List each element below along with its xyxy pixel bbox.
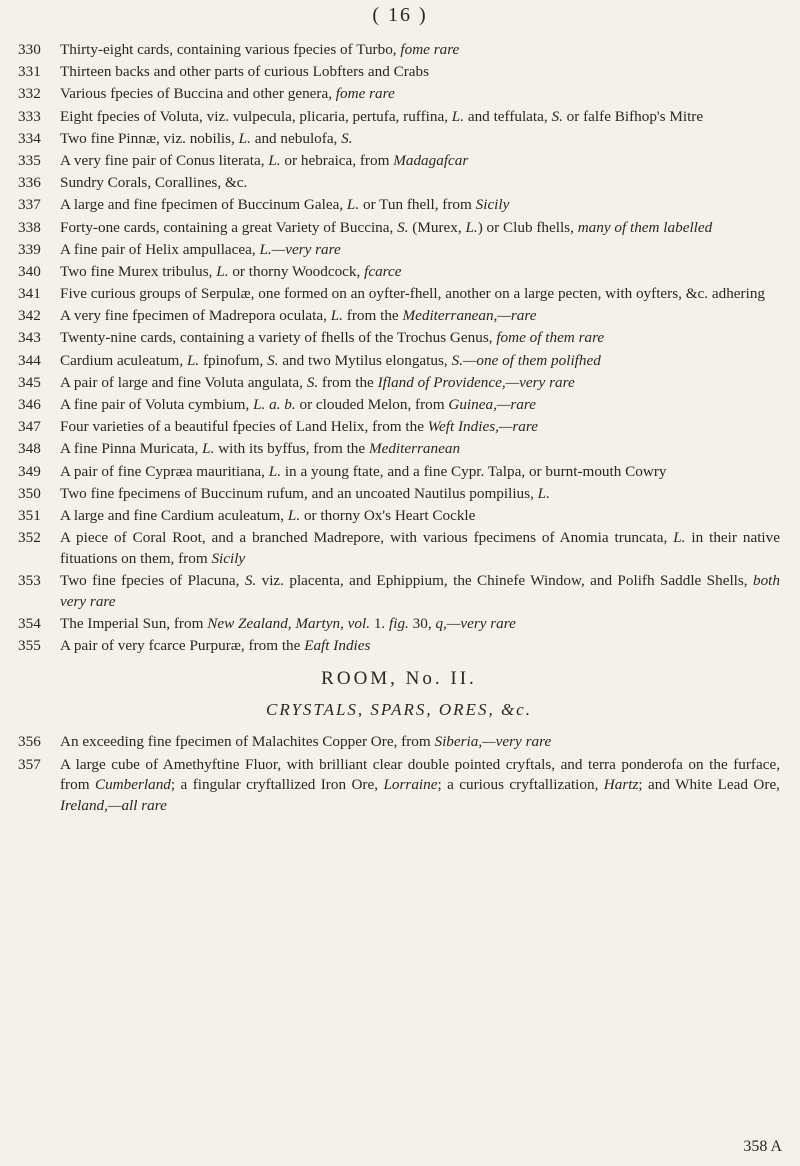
lot-number: 343 <box>18 329 41 347</box>
italic-segment: L. <box>268 151 281 169</box>
lot-number: 346 <box>18 396 41 413</box>
text-segment: A piece of Coral Root, and a branched Madrepore, with various fpecimens of Anomia truncata, <box>60 529 674 547</box>
lot-number: 349 <box>18 462 41 480</box>
lot-number: 350 <box>18 484 41 502</box>
lot-description <box>60 107 780 128</box>
text-segment: Sundry Corals, Corallines, &c. <box>60 174 248 192</box>
text-segment: Two fine Pinnæ, viz. nobilis, <box>60 129 239 147</box>
lot-entry <box>18 40 780 61</box>
lot-entry <box>18 373 780 394</box>
lot-number: 355 <box>18 636 41 654</box>
text-segment: Forty-one cards, containing a great Variety of Buccina, <box>60 218 398 236</box>
lot-description <box>60 328 780 349</box>
text-segment: A very fine pair of Conus literata, <box>60 151 269 169</box>
lot-description <box>60 351 780 372</box>
italic-segment: L. <box>216 262 229 280</box>
lot-number: 337 <box>18 196 41 214</box>
lot-description <box>60 462 780 483</box>
text-segment: viz. placenta, and Ephippium, the Chinefe Window, and Polifh Saddle Shells, <box>256 571 753 589</box>
italic-segment: L. <box>673 529 686 547</box>
italic-segment: fome rare <box>335 85 395 103</box>
text-segment: A pair of large and fine Voluta angulata, <box>60 373 307 391</box>
lot-number: 336 <box>18 174 41 192</box>
italic-segment: L. <box>330 307 343 325</box>
italic-segment: both very rare <box>60 571 780 610</box>
italic-segment: S. <box>551 107 563 125</box>
lot-number: 342 <box>18 307 41 325</box>
text-segment: fpinofum, <box>199 351 268 369</box>
lot-number: 347 <box>18 418 41 436</box>
text-segment: An exceeding fine fpecimen of Malachites Copper Ore, from <box>60 733 435 751</box>
text-segment: A fine pair of Voluta cymbium, <box>60 396 254 413</box>
lot-entry <box>18 173 780 194</box>
text-segment: Eight fpecies of Voluta, viz. vulpecula, plicaria, pertufa, ruffina, <box>60 107 452 125</box>
lot-entry <box>18 84 780 105</box>
italic-segment: Guinea,—rare <box>448 396 536 413</box>
lot-entry <box>18 107 780 128</box>
italic-segment: fig. <box>389 614 409 632</box>
text-segment: A large and fine Cardium aculeatum, <box>60 506 288 524</box>
lot-number: 335 <box>18 151 41 169</box>
lot-description <box>60 240 780 261</box>
italic-segment: L. <box>346 196 360 214</box>
text-segment: Two fine fpecimens of Buccinum rufum, and an uncoated Nautilus pompilius, <box>60 484 538 502</box>
italic-segment: L. <box>465 218 478 236</box>
text-segment: with its byffus, from the <box>214 440 369 458</box>
italic-segment: S. <box>341 129 353 147</box>
lot-number: 339 <box>18 240 41 258</box>
text-segment: and teffulata, <box>464 107 552 125</box>
lot-number: 334 <box>18 129 41 147</box>
lot-description <box>60 40 780 61</box>
italic-segment: L. <box>537 484 550 502</box>
italic-segment: L. a. b. <box>253 396 296 413</box>
lot-number: 330 <box>18 41 41 58</box>
italic-segment: Sicily <box>211 549 246 567</box>
lot-number: 331 <box>18 63 41 81</box>
text-segment: ; and White Lead Ore, <box>638 776 780 794</box>
lot-number: 340 <box>18 262 41 280</box>
lot-description <box>60 62 780 83</box>
italic-segment: fcarce <box>364 262 402 280</box>
text-segment: A very fine fpecimen of Madrepora oculata, <box>60 307 331 325</box>
lot-number: 341 <box>18 285 41 303</box>
text-segment: Various fpecies of Buccina and other genera, <box>60 85 336 103</box>
italic-segment: Ireland,—all rare <box>60 796 167 814</box>
lot-entry <box>18 395 780 416</box>
italic-segment: q,—very rare <box>435 614 516 632</box>
room-heading: ROOM, No. II. <box>321 668 477 690</box>
lot-entry <box>18 484 780 505</box>
italic-segment: L. <box>186 351 200 369</box>
italic-segment: S. <box>244 571 257 589</box>
text-segment: A large cube of Amethyftine Fluor, with brilliant clear double pointed cryftals, and terra ponderofa on the furface, from <box>60 755 780 794</box>
lot-description <box>60 506 780 527</box>
catchword: 358 A <box>743 1138 782 1155</box>
lot-entry <box>18 262 780 283</box>
italic-segment: fome of them rare <box>496 329 605 347</box>
text-segment: from the <box>318 373 378 391</box>
lot-number: 353 <box>18 571 41 589</box>
lot-number: 338 <box>18 218 41 236</box>
text-segment: or Tun fhell, from <box>359 196 476 214</box>
lot-group-room-two <box>18 732 780 816</box>
page-number: ( 16 ) <box>372 4 428 26</box>
italic-segment: many of them labelled <box>577 218 713 236</box>
italic-segment: L. <box>268 462 282 480</box>
lot-entry <box>18 240 780 261</box>
lot-entry <box>18 328 780 349</box>
text-segment: ) or Club fhells, <box>477 218 578 236</box>
text-segment: Thirty-eight cards, containing various fpecies of Turbo, <box>60 41 401 58</box>
text-segment: Five curious groups of Serpulæ, one formed on an oyfter-fhell, another on a large pecten, with oyfters, &c. adhering <box>60 285 766 303</box>
lot-description <box>60 614 780 635</box>
text-segment: from the <box>342 307 403 325</box>
lot-description <box>60 755 780 817</box>
text-segment: 1. <box>370 614 390 632</box>
lot-entry <box>18 571 780 612</box>
italic-segment: S. <box>267 351 279 369</box>
text-segment: ; a fingular cryftallized Iron Ore, <box>170 776 384 794</box>
lot-description <box>60 173 780 194</box>
lot-entry <box>18 439 780 460</box>
lot-description <box>60 417 780 438</box>
lot-entry <box>18 62 780 83</box>
italic-segment: L.—very rare <box>259 240 341 258</box>
text-segment: or hebraica, from <box>280 151 394 169</box>
italic-segment: Lorraine <box>383 776 438 794</box>
lot-entry <box>18 129 780 150</box>
text-segment: 30, <box>408 614 436 632</box>
text-segment: A fine Pinna Muricata, <box>60 440 203 458</box>
italic-segment: Siberia,—very rare <box>434 733 552 751</box>
lot-description <box>60 306 780 327</box>
lot-entry <box>18 462 780 483</box>
lot-entry <box>18 636 780 657</box>
lot-entry <box>18 351 780 372</box>
lot-entry <box>18 306 780 327</box>
text-segment: or falfe Bifhop's Mitre <box>562 107 704 125</box>
lot-number: 333 <box>18 107 41 125</box>
lot-description <box>60 528 780 569</box>
text-segment: Two fine Murex tribulus, <box>60 262 217 280</box>
text-segment: or clouded Melon, from <box>295 396 449 413</box>
lot-entry <box>18 528 780 569</box>
lot-description <box>60 439 780 460</box>
text-segment: Two fine fpecies of Placuna, <box>60 571 245 589</box>
text-segment: in a young ftate, and a fine Cypr. Talpa, or burnt-mouth Cowry <box>281 462 667 480</box>
text-segment: A fine pair of Helix ampullacea, <box>60 240 260 258</box>
lot-entry <box>18 755 780 817</box>
lot-description <box>60 484 780 505</box>
italic-segment: S. <box>397 218 409 236</box>
lot-description <box>60 732 780 753</box>
text-segment: ; a curious cryftallization, <box>437 776 604 794</box>
lot-description <box>60 195 780 216</box>
text-segment: and nebulofa, <box>250 129 342 147</box>
text-segment: or thorny Ox's Heart Cockle <box>300 506 476 524</box>
italic-segment: Mediterranean,—rare <box>402 307 537 325</box>
lot-number: 357 <box>18 755 41 773</box>
lot-description <box>60 284 780 305</box>
italic-segment: fome rare <box>400 41 460 58</box>
lot-description <box>60 129 780 150</box>
text-segment: Four varieties of a beautiful fpecies of Land Helix, from the <box>60 418 428 436</box>
lot-number: 344 <box>18 351 41 369</box>
text-segment: A large and fine fpecimen of Buccinum Galea, <box>60 196 347 214</box>
lot-entry <box>18 506 780 527</box>
italic-segment: L. <box>451 107 465 125</box>
lot-description <box>60 218 780 239</box>
lot-number: 332 <box>18 85 41 103</box>
italic-segment: Madagafcar <box>393 151 469 169</box>
italic-segment: Ifland of Providence,—very rare <box>377 373 575 391</box>
text-segment: and two Mytilus elongatus, <box>278 351 452 369</box>
italic-segment: S.—one of them polifhed <box>451 351 601 369</box>
italic-segment: L. <box>287 506 301 524</box>
lot-description <box>60 151 780 172</box>
lot-entry <box>18 218 780 239</box>
lot-description <box>60 262 780 283</box>
italic-segment: Eaft Indies <box>304 636 371 654</box>
lot-number: 345 <box>18 373 41 391</box>
italic-segment: L. <box>238 129 251 147</box>
italic-segment: Mediterranean <box>368 440 461 458</box>
italic-segment: S. <box>306 373 319 391</box>
text-segment: Cardium aculeatum, <box>60 351 187 369</box>
lot-description <box>60 395 780 416</box>
lot-entry <box>18 195 780 216</box>
italic-segment: L. <box>202 440 215 458</box>
lot-list <box>18 40 780 818</box>
lot-number: 351 <box>18 506 41 524</box>
lot-number: 348 <box>18 440 41 458</box>
italic-segment: Sicily <box>475 196 510 214</box>
section-heading: CRYSTALS, SPARS, ORES, &c. <box>266 700 532 720</box>
lot-number: 356 <box>18 733 41 751</box>
lot-description <box>60 571 780 612</box>
italic-segment: Weft Indies,—rare <box>427 418 538 436</box>
text-segment: or thorny Woodcock, <box>228 262 365 280</box>
text-segment: The Imperial Sun, from <box>60 614 208 632</box>
lot-number: 352 <box>18 529 41 547</box>
lot-entry <box>18 284 780 305</box>
text-segment: (Murex, <box>408 218 466 236</box>
lot-description <box>60 84 780 105</box>
italic-segment: Hartz <box>603 776 639 794</box>
text-segment: A pair of very fcarce Purpuræ, from the <box>60 636 305 654</box>
italic-segment: Cumberland <box>94 776 171 794</box>
lot-entry <box>18 151 780 172</box>
lot-description <box>60 373 780 394</box>
italic-segment: New Zealand, Martyn, vol. <box>207 614 371 632</box>
lot-entry <box>18 614 780 635</box>
lot-description <box>60 636 780 657</box>
text-segment: Twenty-nine cards, containing a variety of fhells of the Trochus Genus, <box>60 329 497 347</box>
lot-entry <box>18 417 780 438</box>
lot-number: 354 <box>18 614 41 632</box>
lot-entry <box>18 732 780 753</box>
lot-group-room-one <box>18 40 780 656</box>
text-segment: Thirteen backs and other parts of curious Lobfters and Crabs <box>60 63 430 81</box>
text-segment: A pair of fine Cypræa mauritiana, <box>60 462 269 480</box>
text-segment: in their native fituations on them, from <box>60 529 780 567</box>
